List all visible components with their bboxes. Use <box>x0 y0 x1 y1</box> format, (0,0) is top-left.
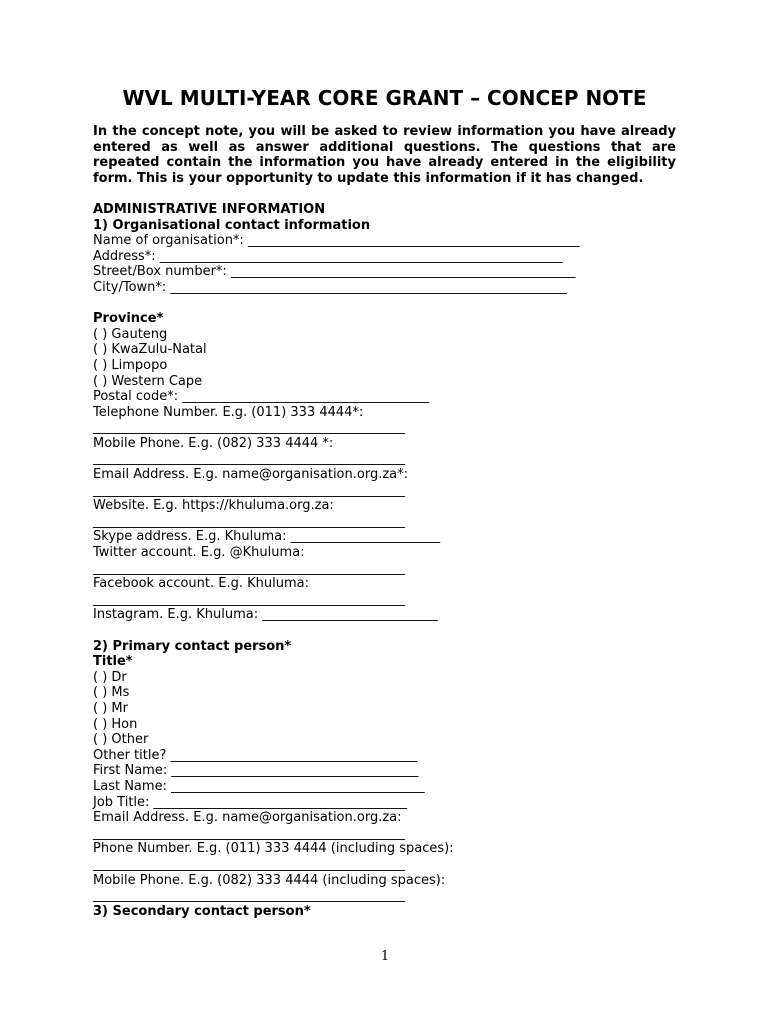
twitter-field[interactable]: ________________________________________________ <box>93 560 405 576</box>
org-contact-heading: 1) Organisational contact information <box>93 217 371 233</box>
postal-code-field[interactable]: Postal code*: ______________________________________ <box>93 389 430 405</box>
title-option-other[interactable]: ( ) Other <box>93 732 149 748</box>
website-label: Website. E.g. https://khuluma.org.za: <box>93 498 334 514</box>
mobile-field[interactable]: ________________________________________________ <box>93 451 405 467</box>
facebook-label: Facebook account. E.g. Khuluma: <box>93 576 309 592</box>
primary-phone-field[interactable]: ________________________________________________ <box>93 856 405 872</box>
province-heading: Province* <box>93 311 164 327</box>
website-field[interactable]: ________________________________________________ <box>93 513 405 529</box>
page-number: 1 <box>380 949 390 964</box>
primary-phone-label: Phone Number. E.g. (011) 333 4444 (including spaces): <box>93 841 454 857</box>
title-heading: Title* <box>93 654 133 670</box>
intro-paragraph: In the concept note, you will be asked to review information you have already entered as well as answer additional questions. The questions that are repeated contain the information you have already entered in the eligibility form. This is your opportunity to update this information if it has changed. <box>93 124 676 186</box>
telephone-label: Telephone Number. E.g. (011) 333 4444*: <box>93 404 364 420</box>
document-page <box>93 86 676 919</box>
job-title-field[interactable]: Job Title: _______________________________________ <box>93 794 408 810</box>
admin-heading: ADMINISTRATIVE INFORMATION <box>93 201 326 217</box>
title-option-dr[interactable]: ( ) Dr <box>93 669 127 685</box>
other-title-field[interactable]: Other title? ______________________________________ <box>93 747 418 763</box>
primary-mobile-label: Mobile Phone. E.g. (082) 333 4444 (including spaces): <box>93 872 446 888</box>
mobile-label: Mobile Phone. E.g. (082) 333 4444 *: <box>93 435 334 451</box>
title-option-ms[interactable]: ( ) Ms <box>93 685 130 701</box>
twitter-label: Twitter account. E.g. @Khuluma: <box>93 545 305 561</box>
title-option-mr[interactable]: ( ) Mr <box>93 700 128 716</box>
last-name-field[interactable]: Last Name: _______________________________________ <box>93 778 425 794</box>
org-name-field[interactable]: Name of organisation*: ___________________________________________________ <box>93 233 580 249</box>
city-field[interactable]: City/Town*: _____________________________________________________________ <box>93 279 567 295</box>
primary-email-field[interactable]: ________________________________________________ <box>93 825 405 841</box>
province-option-limpopo[interactable]: ( ) Limpopo <box>93 357 168 373</box>
province-option-western-cape[interactable]: ( ) Western Cape <box>93 373 203 389</box>
facebook-field[interactable]: ________________________________________________ <box>93 591 405 607</box>
primary-mobile-field[interactable]: ________________________________________________ <box>93 888 405 904</box>
province-option-kwazulu-natal[interactable]: ( ) KwaZulu-Natal <box>93 342 207 358</box>
street-field[interactable]: Street/Box number*: _____________________________________________________ <box>93 264 576 280</box>
address-field[interactable]: Address*: ______________________________________________________________ <box>93 248 563 264</box>
telephone-field[interactable]: ________________________________________________ <box>93 420 405 436</box>
secondary-contact-heading: 3) Secondary contact person* <box>93 903 311 919</box>
email-field[interactable]: ________________________________________________ <box>93 482 405 498</box>
first-name-field[interactable]: First Name: ______________________________________ <box>93 763 419 779</box>
skype-field[interactable]: Skype address. E.g. Khuluma: _______________________ <box>93 529 441 545</box>
email-label: Email Address. E.g. name@organisation.org.za*: <box>93 467 409 483</box>
primary-contact-heading: 2) Primary contact person* <box>93 638 292 654</box>
instagram-field[interactable]: Instagram. E.g. Khuluma: ___________________________ <box>93 607 438 623</box>
primary-email-label: Email Address. E.g. name@organisation.org.za: <box>93 810 402 826</box>
province-option-gauteng[interactable]: ( ) Gauteng <box>93 326 168 342</box>
document-title: WVL MULTI-YEAR CORE GRANT – CONCEP NOTE <box>122 86 647 110</box>
title-option-hon[interactable]: ( ) Hon <box>93 716 138 732</box>
